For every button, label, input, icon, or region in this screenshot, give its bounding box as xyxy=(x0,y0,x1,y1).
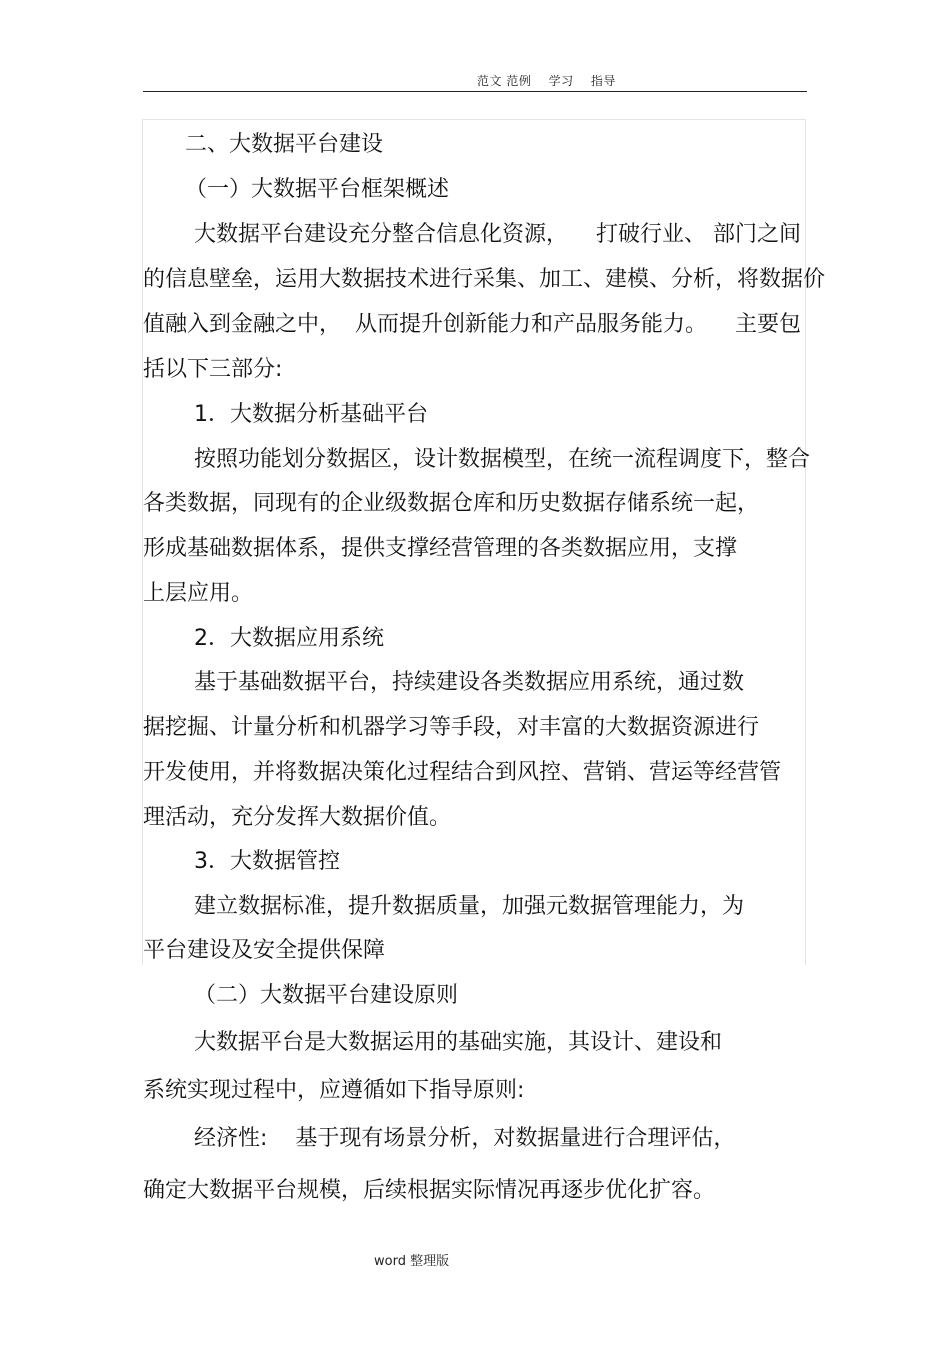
text-line: 建立数据标准，提升数据质量，加强元数据管理能力，为 xyxy=(194,894,745,919)
text-line: 值融入到金融之中， 从而提升创新能力和产品服务能力。 主要包 xyxy=(143,312,801,337)
text-line: 上层应用。 xyxy=(143,581,254,606)
text-line: 3．大数据管控 xyxy=(194,849,340,874)
text-line: 基于基础数据平台，持续建设各类数据应用系统，通过数 xyxy=(194,670,745,695)
text-line: 大数据平台是大数据运用的基础实施，其设计、建设和 xyxy=(194,1030,723,1055)
text-line: （二）大数据平台建设原则 xyxy=(194,983,459,1008)
text-line: 2．大数据应用系统 xyxy=(194,626,384,651)
page-header: 范文 范例 学习 指导 xyxy=(477,74,616,88)
text-line: 经济性: 基于现有场景分析，对数据量进行合理评估， xyxy=(194,1126,736,1151)
text-line: 理活动，充分发挥大数据价值。 xyxy=(143,805,452,830)
text-line: 大数据平台建设充分整合信息化资源， 打破行业、 部门之间 xyxy=(194,222,801,247)
text-line: 开发使用，并将数据决策化过程结合到风控、营销、营运等经营管 xyxy=(143,760,782,785)
text-line: 二、大数据平台建设 xyxy=(185,132,384,157)
text-line: 形成基础数据体系，提供支撑经营管理的各类数据应用，支撑 xyxy=(143,536,738,561)
text-line: 1．大数据分析基础平台 xyxy=(194,402,428,427)
text-line: （一）大数据平台框架概述 xyxy=(185,177,450,202)
text-line: 括以下三部分: xyxy=(143,357,283,382)
header-rule xyxy=(143,91,807,92)
text-line: 平台建设及安全提供保障 xyxy=(143,938,386,963)
text-line: 各类数据，同现有的企业级数据仓库和历史数据存储系统一起， xyxy=(143,491,760,516)
text-line: 的信息壁垒，运用大数据技术进行采集、加工、建模、分析，将数据价 xyxy=(143,267,826,292)
text-line: 系统实现过程中，应遵循如下指导原则: xyxy=(143,1078,525,1103)
text-line: 确定大数据平台规模，后续根据实际情况再逐步优化扩容。 xyxy=(143,1178,716,1203)
page-footer: word 整理版 xyxy=(374,1254,450,1269)
text-line: 按照功能划分数据区，设计数据模型，在统一流程调度下，整合 xyxy=(194,447,811,472)
text-line: 据挖掘、计量分析和机器学习等手段，对丰富的大数据资源进行 xyxy=(143,715,760,740)
